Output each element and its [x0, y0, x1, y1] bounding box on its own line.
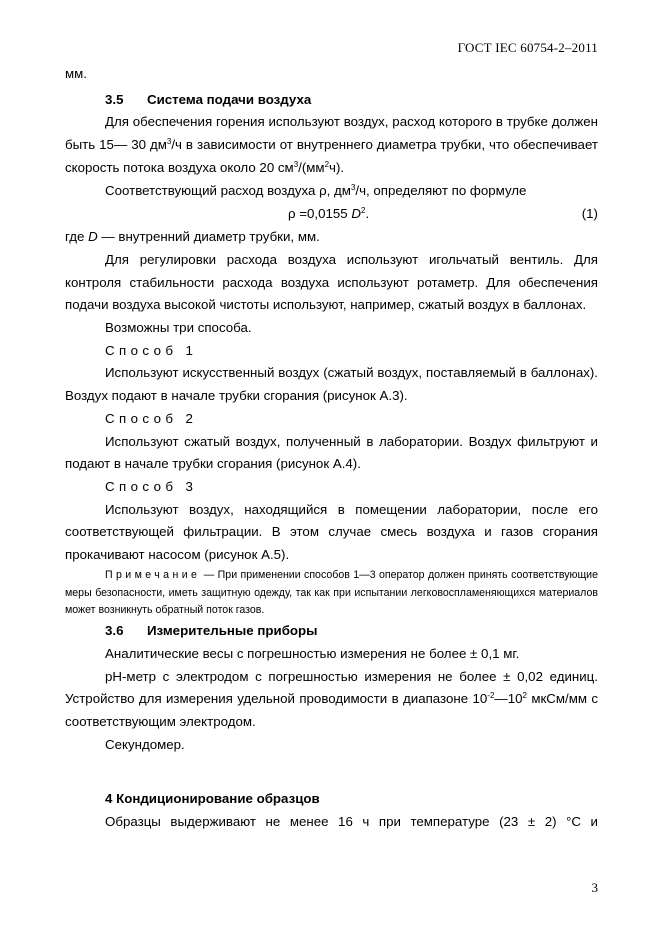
text-run: pH-метр с электродом с погрешностью измерения не более ± 0,02 единиц. Устройство для измерения удельной проводимости в диапазоне 10 — [65, 668, 598, 707]
section-3-6-heading — [65, 620, 598, 643]
text-run: /(мм — [298, 159, 325, 175]
formula-1 — [65, 202, 598, 226]
method-3-text: Используют воздух, находящийся в помещении лаборатории, после его соответствующей фильтрации. В этом случае смесь воздуха и газов сгорания прокачивают насосом (рисунок А.5). — [65, 501, 598, 563]
section-title: Система подачи воздуха — [147, 91, 312, 107]
section-3-5-heading — [65, 89, 598, 112]
text-run: мкСм/мм с соответствующим электродом. — [65, 691, 599, 729]
text-run: . — [365, 206, 370, 222]
text-run: ρ =0,0155 — [288, 206, 352, 222]
formula-number: (1) — [581, 206, 598, 222]
note-paragraph — [65, 567, 598, 620]
text-run: —10 — [494, 691, 523, 707]
formula-expression — [288, 202, 369, 226]
paragraph-methods-intro: Возможны три способа. — [105, 320, 252, 336]
paragraph-air-flow — [65, 111, 598, 179]
method-3-label: Способ 3 — [105, 478, 198, 494]
document-body — [65, 63, 598, 834]
paragraph-stopwatch: Секундомер. — [105, 736, 185, 752]
superscript: 3 — [350, 182, 356, 192]
continuation-text: мм. — [65, 66, 87, 81]
formula-variable: D — [351, 206, 361, 222]
note-label: Примечание — [105, 568, 201, 581]
paragraph-where — [65, 226, 598, 249]
page-number: 3 — [591, 880, 598, 895]
paragraph-regulation: Для регулировки расхода воздуха используют игольчатый вентиль. Для контроля стабильности расхода воздуха используют ротаметр. Для обеспечения подачи воздуха высокой чистоты используют, например, сжатый воздух в баллонах. — [65, 251, 598, 313]
method-2-label: Способ 2 — [105, 410, 198, 426]
text-run: — внутренний диаметр трубки, мм. — [97, 229, 320, 245]
text-run: ч). — [329, 159, 345, 175]
method-1-text: Используют искусственный воздух (сжатый воздух, поставляемый в баллонах). Воздух подают в начале трубки сгорания (рисунок А.3). — [65, 365, 598, 404]
text-run: /ч, определяют по формуле — [355, 182, 527, 198]
text-run: где — [65, 229, 89, 245]
superscript: 3 — [293, 159, 299, 169]
text-run: /ч в зависимости от внутреннего диаметра трубки, что обеспечивает скорость потока воздуха около 20 см — [65, 137, 598, 175]
superscript: 2 — [522, 691, 527, 701]
method-2-text: Используют сжатый воздух, полученный в лаборатории. Воздух фильтруют и подают в начале трубки сгорания (рисунок А.4). — [65, 433, 598, 472]
section-title: Измерительные приборы — [147, 623, 318, 639]
section-number: 3.6 — [105, 623, 124, 639]
paragraph-scales: Аналитические весы с погрешностью измерения не более ± 0,1 мг. — [105, 645, 520, 661]
note-text: — При применении способов 1—3 оператор должен принять соответствующие меры безопасности, иметь защитную одежду, так как при испытании легковоспламеняющихся материалов может возникнуть обратный поток газов. — [65, 568, 598, 617]
paragraph-conditioning: Образцы выдерживают не менее 16 ч при температуре (23 ± 2) °С и — [105, 814, 598, 830]
formula-variable: D — [88, 229, 98, 245]
method-1-label: Способ 1 — [105, 342, 198, 358]
page-header-standard: ГОСТ IEC 60754-2–2011 — [457, 40, 598, 55]
superscript: 2 — [324, 159, 330, 169]
section-4-heading: 4 Кондиционирование образцов — [105, 791, 320, 807]
paragraph-ph-meter — [65, 666, 598, 734]
paragraph-formula-intro — [65, 180, 598, 203]
superscript: -2 — [487, 691, 495, 701]
text-run: Соответствующий расход воздуха ρ, дм — [105, 182, 351, 198]
text-run: Для обеспечения горения используют воздух, расход которого в трубке должен быть 15— 30 дм — [65, 114, 598, 153]
section-number: 3.5 — [105, 91, 124, 107]
superscript: 2 — [361, 206, 366, 216]
superscript: 3 — [166, 137, 172, 147]
